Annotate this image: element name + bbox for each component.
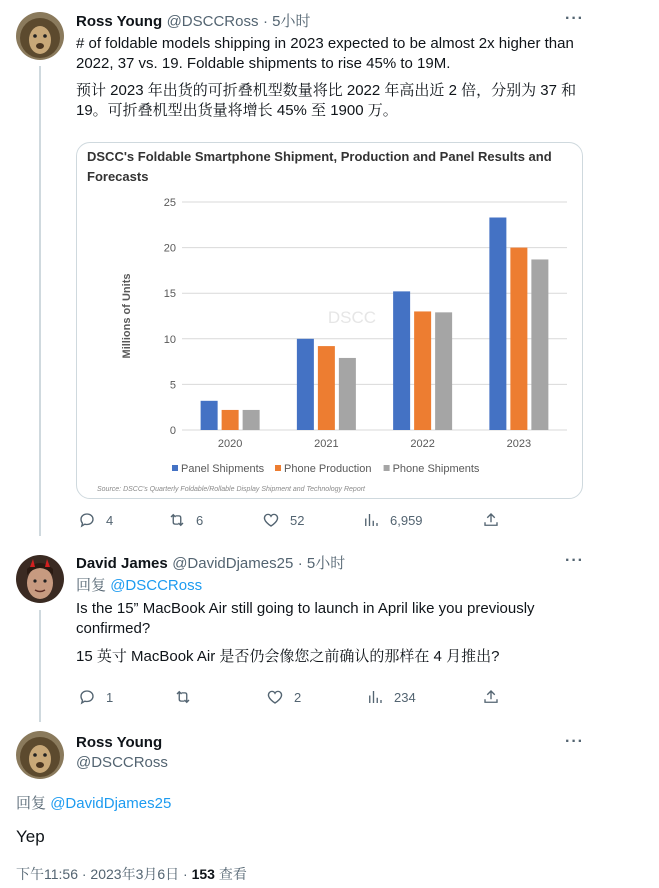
y-tick-label: 15 [163,288,176,301]
tweet-text-zh: 15 英寸 MacBook Air 是否仍会像您之前确认的那样在 4 月推出? [76,648,500,665]
like-count: 52 [290,512,305,528]
views-count: 6,959 [390,512,423,528]
views-button[interactable] [366,688,416,706]
share-icon [482,511,500,529]
y-tick-label: 25 [163,197,176,209]
legend-swatch [275,465,281,471]
heart-icon [266,688,284,706]
x-tick-label: 2022 [410,438,435,450]
reply-prefix: 回复 [76,577,107,594]
tweet-text-zh: 预计 2023 年出货的可折叠机型数量将比 2022 年高出近 2 倍，分别为 37 和 19。可折叠机型出货量将增长 45% 至 1900 万。 [76,82,577,119]
reply-icon [78,688,96,706]
bar-phone-production [414,311,431,430]
bar-phone-shipments [435,312,452,430]
tweet-header [76,12,310,32]
tweet-timestamp [16,864,247,884]
reply-context [76,576,202,596]
retweet-count: 6 [196,512,204,528]
y-tick-label: 20 [163,242,176,255]
reply-context [16,794,171,814]
share-icon [482,688,500,706]
like-button[interactable] [266,688,301,706]
tweet-text: Yep [16,827,45,846]
more-options-icon[interactable]: ··· [565,733,584,750]
bar-panel-shipments [201,401,218,430]
reply-prefix: 回复 [16,795,47,812]
views-count: 153 [191,866,215,882]
bar-phone-shipments [531,259,548,430]
bar-phone-shipments [339,358,356,430]
y-tick-label: 5 [169,379,176,392]
author-handle[interactable]: @DSCCRoss [166,13,259,30]
tweet-header [76,554,345,574]
author-handle[interactable]: @DavidDjames25 [172,555,294,572]
views-icon [366,688,384,706]
tweet-time[interactable]: · 5小时 [297,555,346,572]
x-tick-label: 2023 [506,438,532,450]
x-tick-label: 2021 [314,438,339,450]
author-handle[interactable]: @DSCCRoss [76,754,168,771]
retweet-button[interactable] [174,688,192,706]
more-options-icon[interactable]: ··· [565,552,584,569]
views-icon [362,511,380,529]
retweet-icon [174,688,192,706]
bar-phone-production [222,410,239,430]
like-button[interactable] [262,511,304,529]
tweet-time[interactable]: · 5小时 [262,13,311,30]
reply-button[interactable] [78,688,113,706]
legend-swatch [384,465,390,471]
reply-to-link[interactable]: @DavidDjames25 [50,795,172,812]
bar-panel-shipments [297,339,314,430]
bar-panel-shipments [393,291,410,430]
bar-panel-shipments [489,218,506,430]
watermark: DSCC [327,308,377,327]
legend-swatch [172,465,178,471]
chart-source: Source: DSCC's Quarterly Foldable/Rollable Display Shipment and Technology Report [97,486,365,493]
chart-title: DSCC's Foldable Smartphone Shipment, Production and Panel Results and Forecasts [87,149,552,184]
x-tick-label: 2020 [217,438,243,450]
reply-count: 1 [106,689,114,705]
y-tick-label: 0 [169,425,176,437]
legend-label: Panel Shipments [181,463,265,475]
avatar[interactable] [16,555,64,603]
legend-label: Phone Shipments [392,463,480,475]
author-name[interactable]: David James [76,555,168,572]
y-axis-label: Millions of Units [121,273,133,359]
reply-count: 4 [106,512,114,528]
views-count: 234 [394,689,416,705]
like-count: 2 [294,689,302,705]
avatar[interactable] [16,731,64,779]
reply-icon [78,511,96,529]
tweet-text-en: # of foldable models shipping in 2023 expected to be almost 2x higher than 2022, 37 vs. 19. Foldable shipments to rise 45% to 19M. [76,35,574,72]
y-tick-label: 10 [163,333,176,346]
legend-label: Phone Production [284,463,372,475]
chart-image[interactable] [76,142,583,499]
reply-to-link[interactable]: @DSCCRoss [110,577,203,594]
more-options-icon[interactable]: ··· [565,10,584,27]
timestamp[interactable]: 下午11:56 · 2023年3月6日 · [16,866,192,882]
share-button[interactable] [482,511,500,529]
views-label: 查看 [214,866,247,882]
heart-icon [262,511,280,529]
views-button[interactable] [362,511,423,529]
author-name[interactable]: Ross Young [76,734,163,751]
thread-line [39,66,41,536]
author-name[interactable]: Ross Young [76,13,163,30]
bar-phone-shipments [243,410,260,430]
retweet-button[interactable] [168,511,203,529]
share-button[interactable] [482,688,500,706]
bar-phone-production [510,248,527,430]
bar-chart [77,143,582,498]
avatar[interactable] [16,12,64,60]
reply-button[interactable] [78,511,113,529]
bar-phone-production [318,346,335,430]
tweet-text-en: Is the 15” MacBook Air still going to launch in April like you previously confirmed? [76,600,535,637]
thread-line [39,610,41,722]
retweet-icon [168,511,186,529]
